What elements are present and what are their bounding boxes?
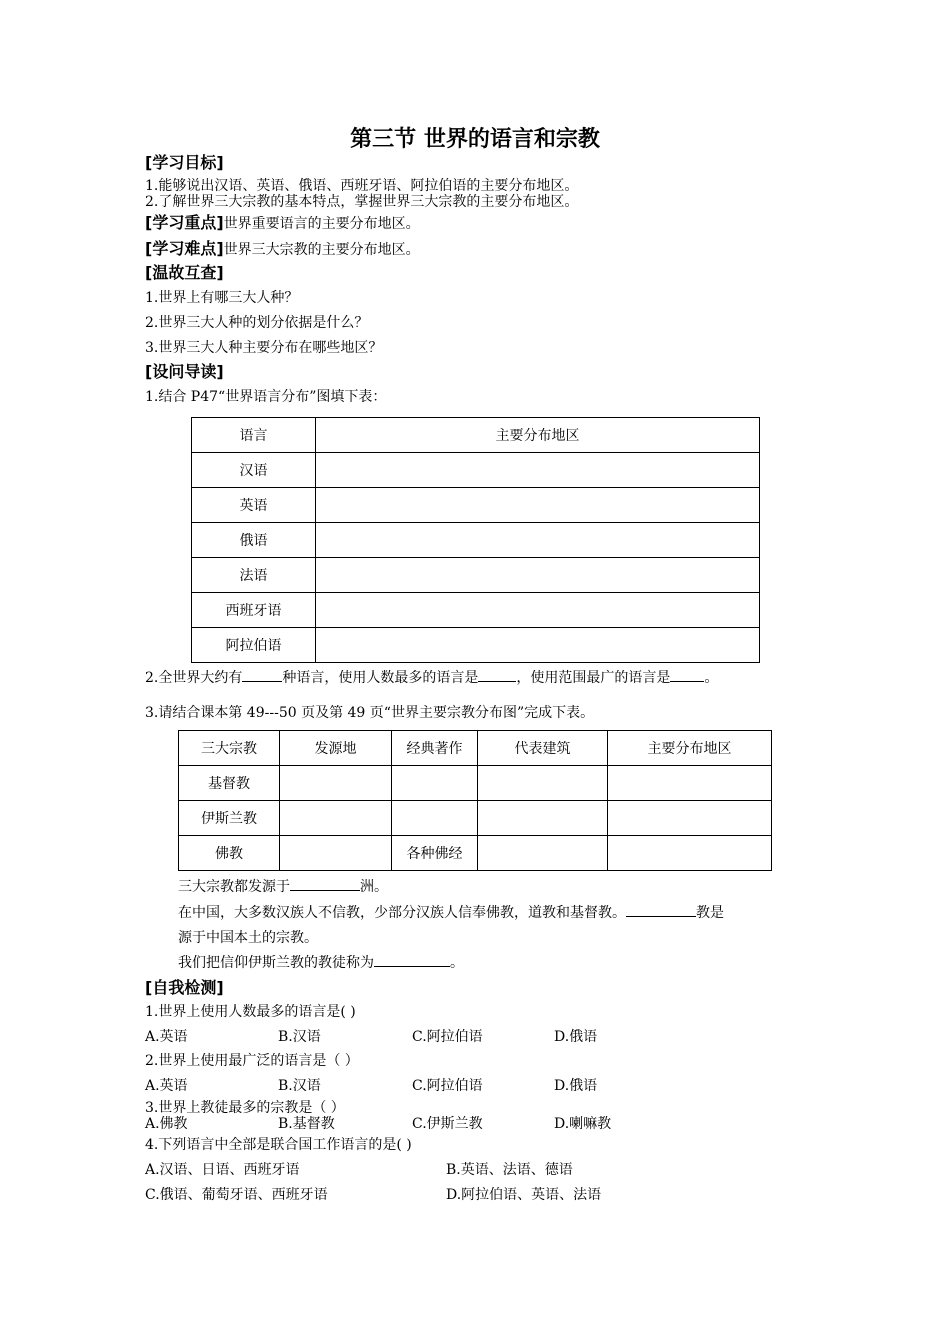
religion-header: 三大宗教 — [179, 731, 280, 766]
q3-option-c[interactable]: C.伊斯兰教 — [412, 1116, 483, 1132]
language-name: 俄语 — [192, 523, 316, 558]
objectives-heading: [学习目标] — [145, 153, 224, 172]
difficulty-text: 世界三大宗教的主要分布地区。 — [223, 242, 420, 258]
q3-option-a[interactable]: A.佛教 — [145, 1116, 188, 1132]
review-q3: 3.世界三大人种主要分布在哪些地区？ — [145, 340, 383, 356]
q1-option-d[interactable]: D.俄语 — [554, 1029, 598, 1045]
q1-option-c[interactable]: C.阿拉伯语 — [412, 1029, 483, 1045]
origin-text-a: 三大宗教都发源于 — [178, 879, 290, 895]
answer-cell[interactable] — [316, 523, 760, 558]
china-text-c: 源于中国本土的宗教。 — [178, 930, 318, 946]
origin-text-b: 洲。 — [360, 879, 388, 895]
table-row — [192, 558, 760, 593]
q4-option-b[interactable]: B.英语、法语、德语 — [446, 1162, 573, 1178]
china-religion-question — [178, 902, 724, 922]
language-name: 阿拉伯语 — [192, 628, 316, 663]
review-heading: [温故互查] — [145, 263, 224, 282]
religion-name: 佛教 — [179, 836, 280, 871]
answer-cell[interactable] — [478, 836, 608, 871]
table-row — [179, 766, 772, 801]
answer-blank[interactable] — [478, 667, 516, 682]
key-point-heading: [学习重点] — [145, 213, 224, 232]
answer-blank[interactable] — [374, 952, 450, 967]
guide-q3: 3.请结合课本第 49---50 页及第 49 页“世界主要宗教分布图”完成下表。 — [145, 705, 595, 721]
table-row — [192, 593, 760, 628]
guide-q1: 1.结合 P47“世界语言分布”图填下表： — [145, 389, 387, 405]
q1-option-b[interactable]: B.汉语 — [278, 1029, 321, 1045]
self-test-heading: [自我检测] — [145, 978, 224, 997]
language-name: 汉语 — [192, 453, 316, 488]
architecture-header: 代表建筑 — [478, 731, 608, 766]
answer-cell[interactable] — [608, 766, 772, 801]
language-name: 英语 — [192, 488, 316, 523]
answer-cell[interactable] — [478, 801, 608, 836]
answer-cell[interactable] — [280, 766, 392, 801]
test-q2: 2.世界上使用最广泛的语言是（ ） — [145, 1053, 359, 1069]
origin-header: 发源地 — [280, 731, 392, 766]
answer-cell[interactable] — [316, 628, 760, 663]
answer-cell[interactable] — [392, 801, 478, 836]
table-row — [192, 453, 760, 488]
language-header: 语言 — [192, 418, 316, 453]
origin-question — [178, 876, 388, 896]
language-table — [191, 417, 760, 663]
q2-option-c[interactable]: C.阿拉伯语 — [412, 1078, 483, 1094]
answer-cell[interactable] — [608, 801, 772, 836]
answer-cell[interactable] — [608, 836, 772, 871]
muslim-question — [178, 952, 464, 972]
q2-option-d[interactable]: D.俄语 — [554, 1078, 598, 1094]
q2-option-b[interactable]: B.汉语 — [278, 1078, 321, 1094]
language-name: 法语 — [192, 558, 316, 593]
test-q4: 4.下列语言中全部是联合国工作语言的是( ) — [145, 1137, 412, 1153]
q3-option-d[interactable]: D.喇嘛教 — [554, 1116, 612, 1132]
q2-option-a[interactable]: A.英语 — [145, 1078, 188, 1094]
china-text-b: 教是 — [696, 905, 724, 921]
answer-cell[interactable] — [392, 766, 478, 801]
answer-cell[interactable] — [316, 488, 760, 523]
table-row — [179, 801, 772, 836]
answer-blank[interactable] — [670, 667, 704, 682]
review-q1: 1.世界上有哪三大人种？ — [145, 290, 299, 306]
religion-table — [178, 730, 772, 871]
distribution-header: 主要分布地区 — [608, 731, 772, 766]
guide-q2-part-c: ，使用范围最广的语言是 — [516, 670, 671, 686]
table-row — [192, 523, 760, 558]
page-title: 第三节 世界的语言和宗教 — [350, 127, 600, 152]
religion-name: 伊斯兰教 — [179, 801, 280, 836]
table-row — [192, 628, 760, 663]
objective-1: 1.能够说出汉语、英语、俄语、西班牙语、阿拉伯语的主要分布地区。 — [145, 178, 579, 194]
answer-cell[interactable] — [316, 558, 760, 593]
language-name: 西班牙语 — [192, 593, 316, 628]
q4-option-d[interactable]: D.阿拉伯语、英语、法语 — [446, 1187, 602, 1203]
review-q2: 2.世界三大人种的划分依据是什么？ — [145, 315, 369, 331]
guide-heading: [设问导读] — [145, 362, 224, 381]
answer-cell[interactable] — [280, 801, 392, 836]
answer-cell[interactable] — [478, 766, 608, 801]
muslim-text-a: 我们把信仰伊斯兰教的教徒称为 — [178, 955, 374, 971]
guide-q2-part-a: 2.全世界大约有 — [145, 670, 243, 686]
key-point — [145, 210, 420, 233]
guide-q2-part-b: 种语言，使用人数最多的语言是 — [282, 670, 479, 686]
religion-name: 基督教 — [179, 766, 280, 801]
q4-option-c[interactable]: C.俄语、葡萄牙语、西班牙语 — [145, 1187, 328, 1203]
answer-blank[interactable] — [626, 902, 696, 917]
difficulty-heading: [学习难点] — [145, 239, 224, 258]
china-text-a: 在中国，大多数汉族人不信教，少部分汉族人信奉佛教，道教和基督教。 — [178, 905, 626, 921]
distribution-header: 主要分布地区 — [316, 418, 760, 453]
objective-2: 2.了解世界三大宗教的基本特点，掌握世界三大宗教的主要分布地区。 — [145, 194, 579, 210]
q4-option-a[interactable]: A.汉语、日语、西班牙语 — [145, 1162, 300, 1178]
guide-q2 — [145, 667, 718, 687]
answer-cell[interactable] — [280, 836, 392, 871]
q3-option-b[interactable]: B.基督教 — [278, 1116, 335, 1132]
answer-cell[interactable] — [316, 453, 760, 488]
test-q1: 1.世界上使用人数最多的语言是( ) — [145, 1004, 356, 1020]
test-q3: 3.世界上教徒最多的宗教是（ ） — [145, 1100, 345, 1116]
key-point-text: 世界重要语言的主要分布地区。 — [223, 216, 420, 232]
answer-cell[interactable] — [316, 593, 760, 628]
muslim-text-b: 。 — [450, 955, 464, 971]
answer-blank[interactable] — [242, 667, 282, 682]
scripture-header: 经典著作 — [392, 731, 478, 766]
table-row — [192, 488, 760, 523]
difficulty — [145, 236, 420, 259]
guide-q2-part-d: 。 — [704, 670, 719, 686]
answer-blank[interactable] — [290, 876, 360, 891]
scripture-cell: 各种佛经 — [392, 836, 478, 871]
table-row — [179, 836, 772, 871]
q1-option-a[interactable]: A.英语 — [145, 1029, 188, 1045]
